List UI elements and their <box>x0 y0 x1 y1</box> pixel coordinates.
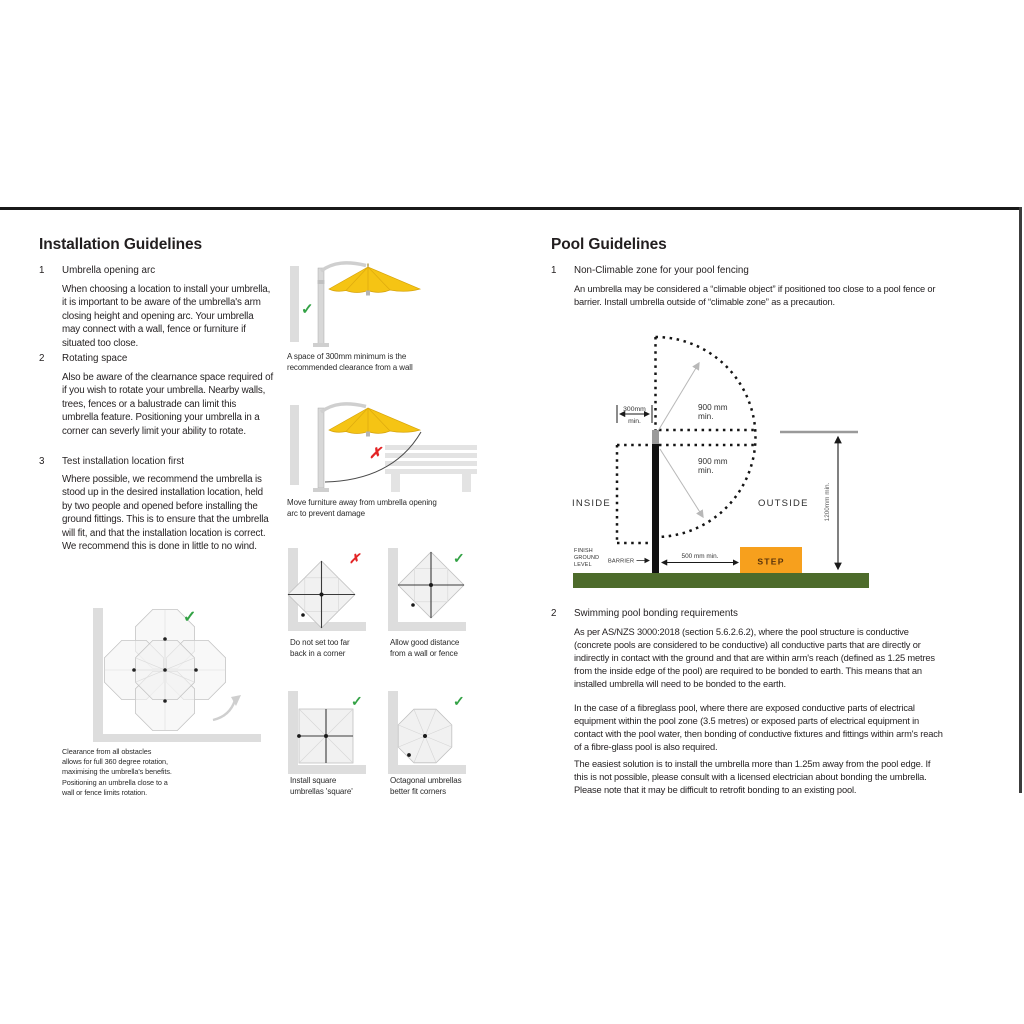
barrier-post-cap <box>652 430 659 444</box>
rotation-clearance-figure <box>85 600 270 750</box>
pool-item-1-label: Non-Climable zone for your pool fencing <box>574 265 749 276</box>
rotation-caption <box>62 747 172 798</box>
wall-clearance-caption <box>287 352 413 373</box>
caption-line: from a wall or fence <box>390 648 458 658</box>
page-top-border <box>0 207 1022 210</box>
svg-text:GROUND: GROUND <box>574 555 600 561</box>
caption-line: wall or fence limits rotation. <box>62 787 148 797</box>
furniture-clearance-figure <box>285 400 480 500</box>
umbrella-canopy <box>329 408 420 434</box>
caption-line: maximising the umbrella's benefits. <box>62 767 172 777</box>
caption-line: Move furniture away from umbrella opening <box>287 498 437 507</box>
canopy-hub <box>366 291 370 296</box>
pool-item-2-paragraph-3: The easiest solution is to install the umbrella more than 1.25m away from the pool edge. If this is not possible, please consult with a licensed electrician about bonding the umbrella. Please note that it may be difficult to retrofit bonding to an existing pool. <box>574 759 931 795</box>
caption-line: back in a corner <box>290 648 346 658</box>
rotation-arrow <box>213 700 235 720</box>
caption-line: Allow good distance <box>390 638 460 647</box>
radius-arrows <box>658 363 703 517</box>
caption-line: Positioning an umbrella close to a <box>62 777 168 787</box>
outside-label: OUTSIDE <box>758 498 809 509</box>
cross-icon: ✗ <box>349 551 360 566</box>
canopy-hub <box>366 432 370 437</box>
svg-text:LEVEL: LEVEL <box>574 562 592 568</box>
install-item-1-label: Umbrella opening arc <box>62 265 156 276</box>
dim-900-lower-value: 900 mm <box>698 457 728 466</box>
wall-horizontal <box>288 622 366 631</box>
finish-ground-level-label <box>574 548 599 568</box>
wall-vertical <box>388 548 398 631</box>
check-icon: ✓ <box>183 609 197 626</box>
svg-text:FINISH: FINISH <box>574 548 593 554</box>
umbrella-mast <box>318 268 324 344</box>
wall <box>290 266 299 342</box>
umbrella-mast <box>318 408 324 488</box>
wall-vertical <box>288 691 298 774</box>
corner-figure-square <box>283 686 383 781</box>
umbrella-arm <box>321 263 366 271</box>
center-dot <box>423 734 427 738</box>
center-dot <box>324 734 328 738</box>
crank-dot <box>411 603 415 607</box>
corner-figure-good-distance <box>383 543 483 638</box>
mast-joint <box>318 280 325 284</box>
center-dot <box>320 593 324 597</box>
wall-horizontal <box>388 765 466 774</box>
caption-line: Install square <box>290 776 337 785</box>
wall <box>290 405 299 485</box>
pool-item-2-paragraph-2: In the case of a fibreglass pool, where there are exposed conductive parts of electrical equipment within the pool zone (3.5 metres) or exposed parts of electrical equipment in contact with the pool water, then bonding of conductive fixtures and fittings within arm's reach of a fibre-glass pool is also required. <box>574 703 943 752</box>
corner-caption-bad <box>290 638 350 659</box>
install-item-1-number: 1 <box>39 265 45 276</box>
pool-title: Pool Guidelines <box>551 236 667 253</box>
installation-title: Installation Guidelines <box>39 236 203 253</box>
dim-300-min: min. <box>628 418 641 425</box>
climable-zone-boundary <box>617 337 756 543</box>
center-dot <box>429 583 433 587</box>
wall-horizontal <box>93 734 261 742</box>
umbrella-arm <box>321 404 366 412</box>
dim-900-upper-min: min. <box>698 412 714 421</box>
wall-vertical <box>93 608 103 734</box>
bench <box>385 445 477 492</box>
install-item-1-body: When choosing a location to install your umbrella, it is important to be aware of the umbrella's arm closing height and opening arc. Your umbrella may connect with a wall, fence or furniture if situated too close. <box>62 284 271 349</box>
caption-line: A space of 300mm minimum is the <box>287 352 407 361</box>
corner-caption-square <box>290 776 353 797</box>
caption-line: better fit corners <box>390 786 447 796</box>
check-icon: ✓ <box>453 693 465 709</box>
pool-item-1-number: 1 <box>551 265 557 276</box>
check-icon: ✓ <box>351 693 363 709</box>
page-right-border <box>1019 207 1022 793</box>
ground <box>573 573 869 588</box>
corner-figure-bad <box>283 543 383 638</box>
dimension-300mm <box>617 405 652 425</box>
corner-caption-octagon <box>390 776 461 797</box>
caption-line: umbrellas 'square' <box>290 786 353 796</box>
cross-icon: ✗ <box>369 445 382 462</box>
pool-item-2-number: 2 <box>551 608 557 619</box>
pool-item-1-body: An umbrella may be considered a “climable object” if positioned too close to a pool fence or barrier. Install umbrella outside of “climable zone” as a precaution. <box>574 284 936 307</box>
wall-vertical <box>388 691 398 774</box>
pool-item-2-label: Swimming pool bonding requirements <box>574 608 738 619</box>
barrier-label: BARRIER <box>608 558 635 565</box>
check-icon: ✓ <box>453 550 465 566</box>
dim-300-value: 300mm <box>623 406 646 413</box>
corner-figure-octagon <box>383 686 483 781</box>
crank-dot <box>301 613 305 617</box>
check-icon: ✓ <box>301 301 314 318</box>
caption-line: arc to prevent damage <box>287 508 365 518</box>
caption-line: Octagonal umbrellas <box>390 776 462 785</box>
caption-line: recommended clearance from a wall <box>287 362 413 372</box>
install-item-3-number: 3 <box>39 456 45 467</box>
install-item-2-number: 2 <box>39 353 45 364</box>
umbrella-base <box>313 343 329 347</box>
furniture-clearance-caption <box>287 498 437 519</box>
dim-1200-label: 1200mm min. <box>824 482 831 522</box>
step-label: STEP <box>757 556 785 567</box>
crank-dot <box>407 753 411 757</box>
install-item-3-label: Test installation location first <box>62 456 184 467</box>
crank-dot <box>297 734 301 738</box>
install-item-2-body: Also be aware of the clearnance space required of if you wish to rotate your umbrella. Nearby walls, trees, fences or a balustrade can limit this umbrella feature. Positioning your umbrella in a corner can severly limit your ability to rotate. <box>62 372 274 437</box>
wall-horizontal <box>288 765 366 774</box>
pool-fence-diagram <box>560 330 890 592</box>
dim-900-lower-min: min. <box>698 466 714 475</box>
dim-900-upper-value: 900 mm <box>698 403 728 412</box>
wall-clearance-figure <box>285 258 480 353</box>
inside-label: INSIDE <box>572 498 611 509</box>
install-item-3-body: Where possible, we recommend the umbrella is stood up in the desired installation location, held by two people and opened before installing the ground fittings. This is to ensure that the umbrella will fit, and that the installation location is correct. We recommend this is done in little to no wind. <box>62 474 269 553</box>
caption-line: Do not set too far <box>290 638 350 647</box>
corner-caption-good-distance <box>390 638 459 659</box>
umbrella-base <box>313 488 329 492</box>
dim-500-label: 500 mm min. <box>681 553 719 560</box>
pool-item-2-paragraph-1: As per AS/NZS 3000:2018 (section 5.6.2.6.2), where the pool structure is conductive (concrete pools are considered to be conductive) all conductive parts that are directly or indirectly in contact with the ground and that are within arm's reach (defined as 1.25 metres from the inside edge of the pool) are required to be bonded to earth. This means that an installed umbrella will need to be bonded to the earth. <box>574 627 935 689</box>
barrier-post <box>652 444 659 575</box>
wall-horizontal <box>388 622 466 631</box>
caption-line: allows for full 360 degree rotation, <box>62 757 168 767</box>
install-item-2-label: Rotating space <box>62 353 128 364</box>
umbrella-canopy <box>329 267 420 293</box>
caption-line: Clearance from all obstacles <box>62 747 152 756</box>
